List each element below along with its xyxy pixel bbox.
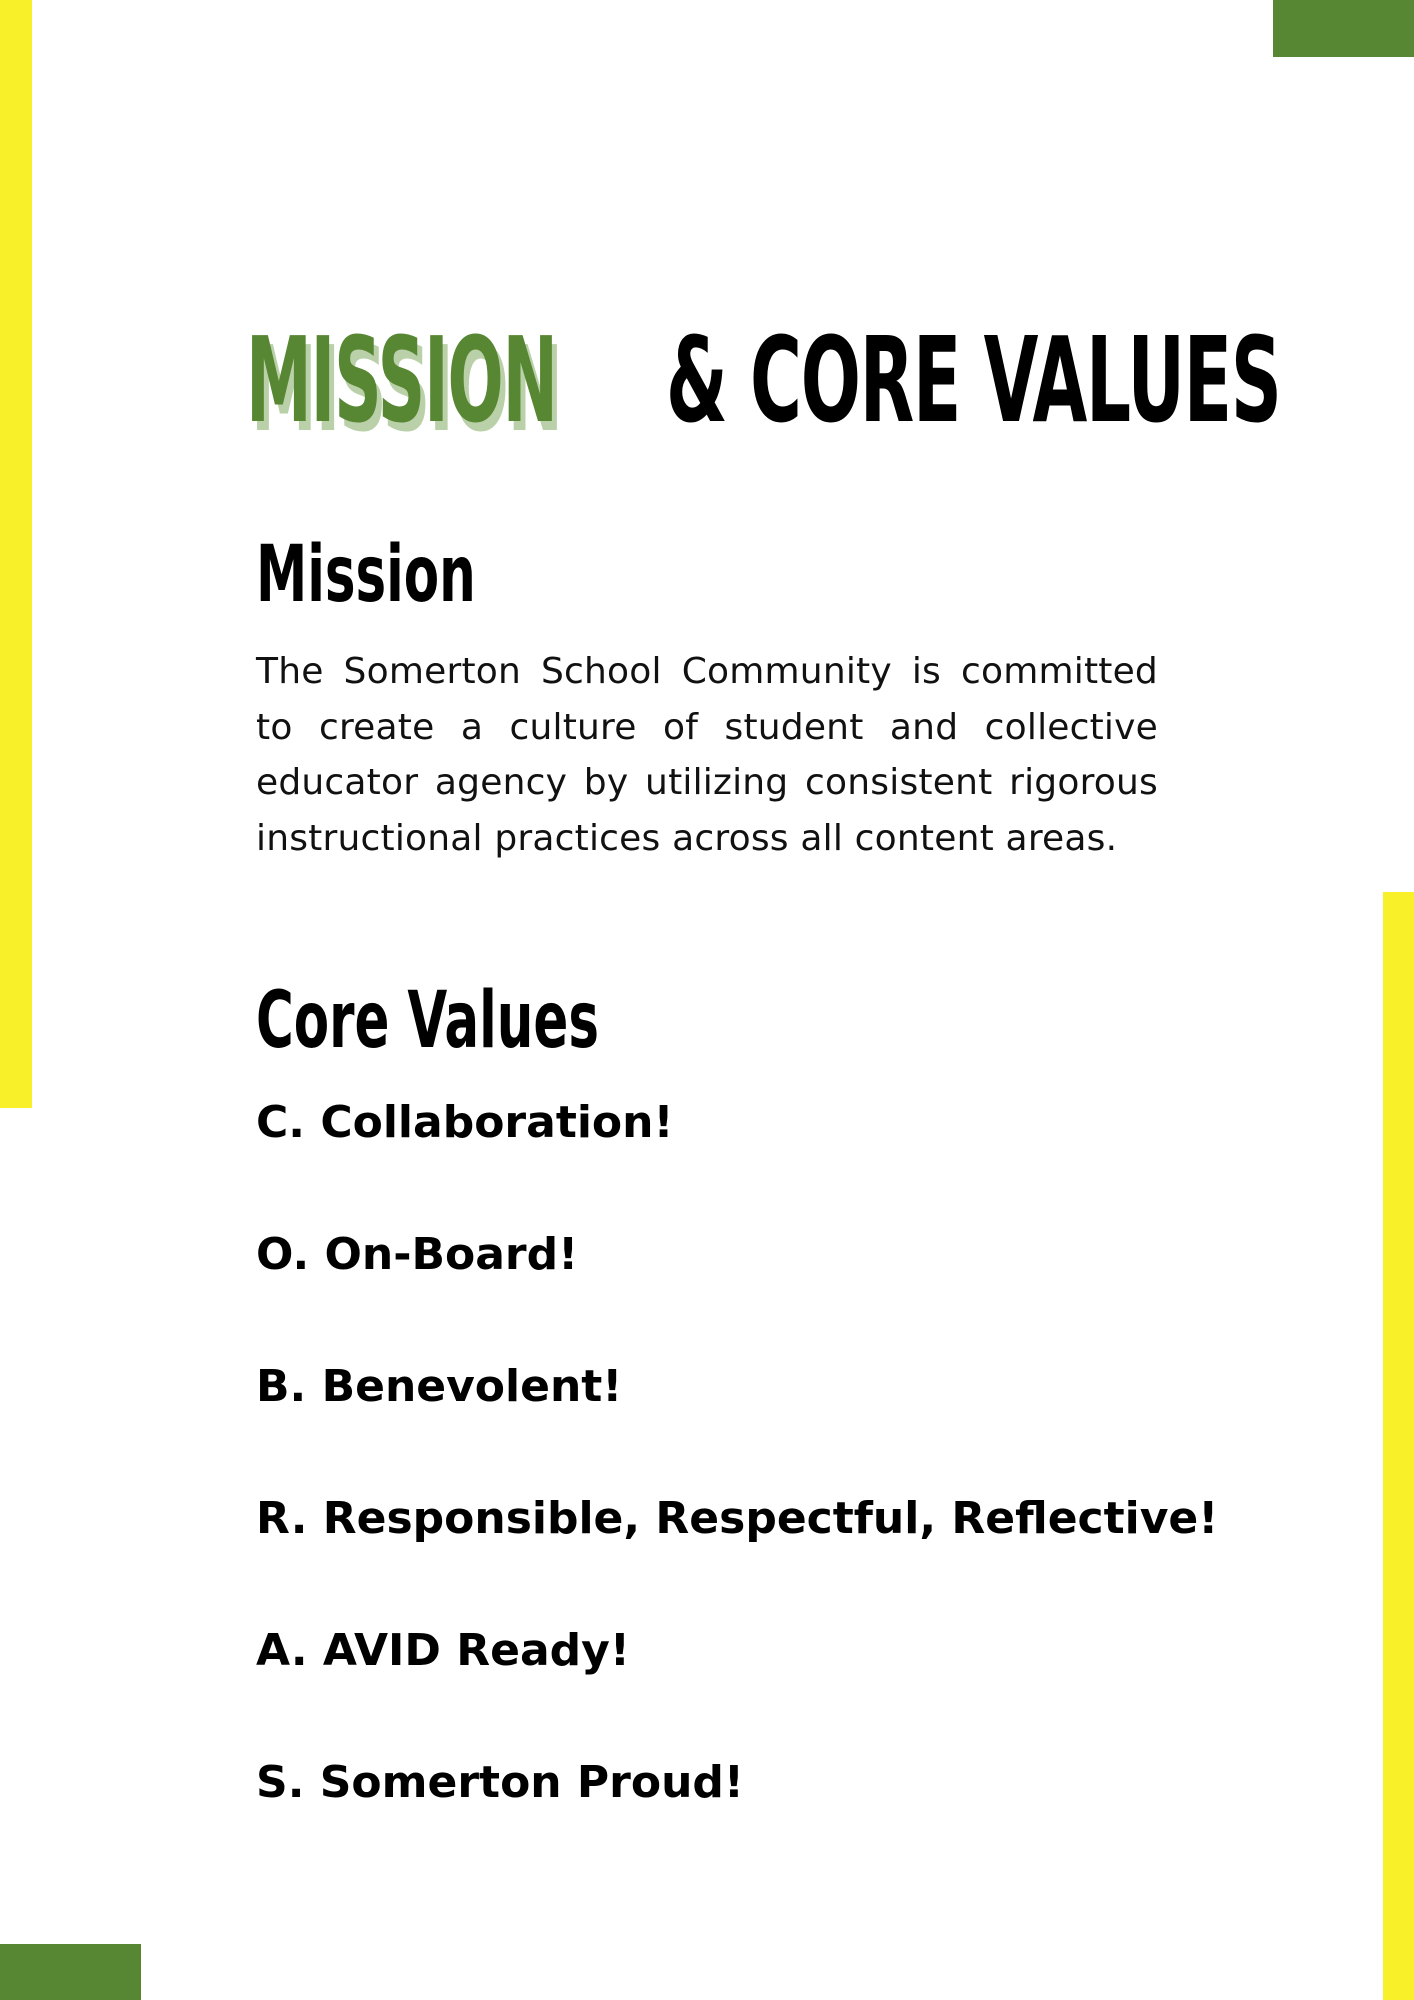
core-value-item: R. Responsible, Respectful, Reflective! bbox=[256, 1493, 1219, 1544]
core-value-item: O. On-Board! bbox=[256, 1229, 579, 1280]
left-yellow-accent-bar bbox=[0, 0, 32, 1108]
core-values-heading: Core Values bbox=[256, 976, 599, 1066]
bottom-left-green-accent-block bbox=[0, 1944, 141, 2000]
right-yellow-accent-bar bbox=[1383, 892, 1414, 2000]
page-title-rest: & CORE VALUES bbox=[666, 311, 1281, 449]
core-value-item: S. Somerton Proud! bbox=[256, 1757, 744, 1808]
top-right-green-accent-block bbox=[1273, 0, 1414, 57]
mission-statement: The Somerton School Community is committed to create a culture of student and collective educator agency by utilizing consistent rigorous instructional practices across all content areas. bbox=[256, 651, 1158, 859]
core-value-item: C. Collaboration! bbox=[256, 1097, 674, 1148]
core-value-item: A. AVID Ready! bbox=[256, 1625, 630, 1676]
mission-heading: Mission bbox=[256, 530, 476, 620]
page-title-highlight: MISSION bbox=[246, 311, 557, 449]
page-title bbox=[246, 310, 1281, 450]
core-value-item: B. Benevolent! bbox=[256, 1361, 623, 1412]
core-values-list bbox=[256, 1088, 1218, 1880]
